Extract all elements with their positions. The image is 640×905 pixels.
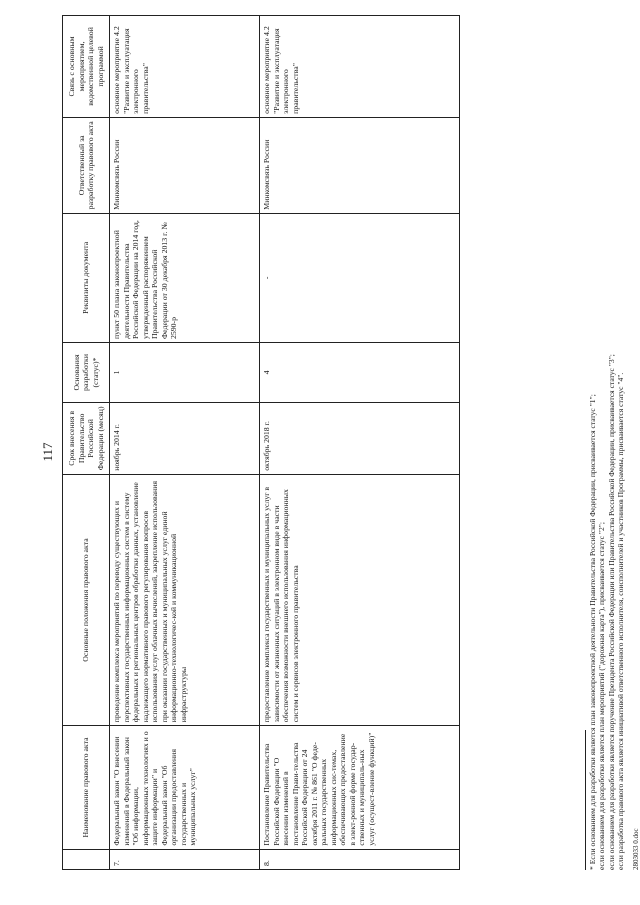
header-provisions: Основные положения правового акта <box>63 474 110 726</box>
act-deadline: ноябрь 2014 г. <box>110 402 260 474</box>
table-header-row <box>63 16 110 870</box>
act-provisions: проведение комплекса мероприятий по переводу существующих и перспективных государственных информационных систем в систему федеральных и региональных центров обработки данных, установление надлежащего нормативного правового регулирования вопросов использования услуг облачных вычислений, закрепление использования при оказании государственных и муниципальных услуг единой информационно-технологичес-кой и коммуникационной инфраструктуры <box>110 474 260 726</box>
document-reference: 2803033 0.doc <box>632 828 640 870</box>
header-link: Связь с основным мероприятием, ведомственной целевой программой <box>63 16 110 118</box>
table-row <box>110 16 260 870</box>
header-responsible: Ответственный за разработку правового акта <box>63 117 110 213</box>
row-number: 7. <box>110 849 260 869</box>
act-name: Федеральный закон "О внесении изменений в Федеральный закон "Об информации, информационных технологиях и о защите информации" и Федеральный закон "Об организации предоставления государственных и муниципальных услуг" <box>110 726 260 849</box>
footnotes <box>585 10 626 870</box>
act-status: 4 <box>260 343 460 403</box>
header-status: Основания разработки (статус)* <box>63 343 110 403</box>
table-row <box>260 16 460 870</box>
act-link: основное мероприятие 4.2 "Развитие и эксплуатация электронного правительства" <box>110 16 260 118</box>
footnote-line: если основанием для разработки является поручение Президента Российской Федерации или Правительства Российской Федерации, присваивается статус "3"; <box>606 354 616 870</box>
act-deadline: октябрь 2018 г. <box>260 402 460 474</box>
page-number: 117 <box>40 442 55 462</box>
header-deadline: Срок внесения в Правительство Российской Федерации (месяц) <box>63 402 110 474</box>
footnote-line: * Если основанием для разработки является план законопроектной деятельности Правительства Российской Федерации, присваивается статус "1"; <box>588 394 597 870</box>
legal-acts-table <box>62 15 460 870</box>
act-responsible: Минкомсвязь России <box>260 117 460 213</box>
footnote-divider <box>585 730 586 870</box>
act-status: 1 <box>110 343 260 403</box>
act-provisions: предоставление комплекса государственных и муниципальных услуг в зависимости от жизненных ситуаций в электронном виде в части обеспечения возможности внешнего использования информационных систем и сервисов электронного правительства <box>260 474 460 726</box>
act-requisites: - <box>260 213 460 342</box>
act-name: Постановление Правительства Российской Федерации "О внесении изменений в постановление Прави-тельства Российской Федерации от 24 октября 2011 г. № 861 "О феде-ральных государственных информационных сис-темах, обеспечивающих предоставление в элект-ронной форме государ-ственных и муниципаль-ных услуг (осущест-вление функций)" <box>260 726 460 849</box>
footnote-line: если разработка правового акта является инициативой ответственного исполнителя, соисполнителей и участников Программы, присваивается статус "4". <box>616 372 626 870</box>
act-requisites: пункт 50 плана законопроектной деятельности Правительства Российской Федерации на 2014 год, утвержденный распоряжением Правительства Российской Федерации от 30 декабря 2013 г. № 2590-р <box>110 213 260 342</box>
header-requisites: Реквизиты документа <box>63 213 110 342</box>
footnote-line: если основанием для разработки является план мероприятий ("дорожная карта"), присваивается статус "2"; <box>597 522 607 870</box>
row-number: 8. <box>260 849 460 869</box>
header-act-name: Наименование правового акта <box>63 726 110 849</box>
header-number <box>63 849 110 869</box>
act-link: основное мероприятие 4.2 "Развитие и эксплуатация электронного правительства" <box>260 16 460 118</box>
act-responsible: Минкомсвязь России <box>110 117 260 213</box>
